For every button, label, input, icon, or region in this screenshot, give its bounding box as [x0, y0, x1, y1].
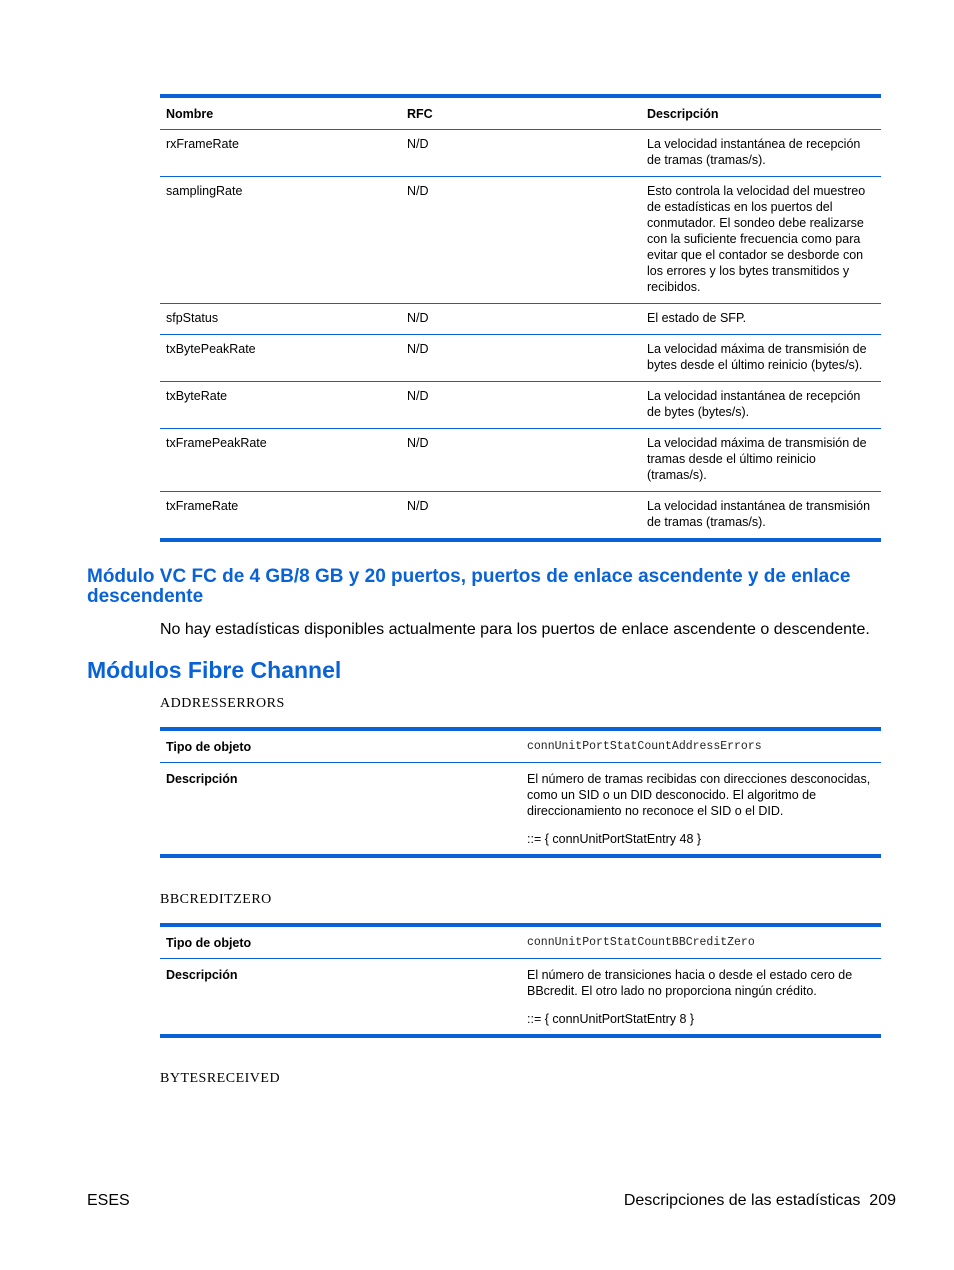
cell-description: El estado de SFP. [641, 304, 881, 335]
cell-rfc: N/D [407, 499, 429, 513]
cell-rfc: N/D [401, 335, 641, 382]
cell-name: txFramePeakRate [160, 429, 401, 492]
footer-section-title: Descripciones de las estadísticas [623, 1192, 861, 1209]
description-text: El número de transiciones hacia o desde el estado cero de BBcredit. El otro lado no proporciona ningún crédito. [527, 968, 853, 998]
cell-name: samplingRate [160, 177, 401, 304]
cell-rfc: N/D [401, 130, 641, 177]
object-name-bytesreceived: BYTESRECEIVED [160, 1071, 281, 1086]
column-header-name: Nombre [160, 96, 401, 130]
object-name-bbcreditzero: BBCREDITZERO [160, 892, 272, 907]
cell-name: txBytePeakRate [160, 335, 401, 382]
cell-description: La velocidad instantánea de recepción de tramas (tramas/s). [641, 130, 881, 177]
description-label: Descripción [166, 968, 238, 982]
cell-name: txFrameRate [166, 499, 239, 513]
object-name-addresserrors: ADDRESSERRORS [160, 696, 285, 711]
section-heading-vc-fc-module: Módulo VC FC de 4 GB/8 GB y 20 puertos, puertos de enlace ascendente y de enlace descendente [87, 566, 851, 607]
cell-name: rxFrameRate [160, 130, 401, 177]
table-row [160, 925, 881, 959]
cell-rfc: N/D [401, 429, 641, 492]
object-type-value: connUnitPortStatCountBBCreditZero [521, 925, 881, 959]
column-header-rfc: RFC [401, 96, 641, 130]
section-heading-fibre-channel: Módulos Fibre Channel [87, 657, 342, 683]
table-row [160, 177, 881, 304]
description-cell [521, 763, 881, 857]
cell-rfc: N/D [401, 177, 641, 304]
footer-right [624, 1191, 896, 1211]
cell-name: sfpStatus [160, 304, 401, 335]
cell-description: La velocidad instantánea de transmisión de tramas (tramas/s). [647, 499, 871, 529]
object-table-bbcreditzero [160, 923, 881, 1038]
table-row [160, 130, 881, 177]
object-type-label: Tipo de objeto [160, 729, 521, 763]
table-header-row [160, 96, 881, 130]
footer-locale: ESES [87, 1192, 130, 1209]
table-row [160, 429, 881, 492]
object-type-value: connUnitPortStatCountAddressErrors [521, 729, 881, 763]
description-text: El número de tramas recibidas con direcciones desconocidas, como un SID o un DID desconocido. El algoritmo de direccionamiento no reconoce el SID o el DID. [527, 772, 871, 818]
column-header-description: Descripción [641, 96, 881, 130]
table-row [160, 763, 881, 857]
description-cell [521, 959, 881, 1037]
cell-description: Esto controla la velocidad del muestreo de estadísticas en los puertos del conmutador. El sondeo debe realizarse con la suficiente frecuencia como para evitar que el contador se desborde con los errores y los bytes transmitidos y recibidos. [641, 177, 881, 304]
object-table-addresserrors [160, 727, 881, 858]
table-row [160, 382, 881, 429]
page-number: 209 [869, 1192, 896, 1209]
cell-rfc: N/D [401, 304, 641, 335]
cell-name: txByteRate [160, 382, 401, 429]
table-row [160, 304, 881, 335]
cell-description: La velocidad instantánea de recepción de bytes (bytes/s). [641, 382, 881, 429]
table-row [160, 335, 881, 382]
description-entry: ::= { connUnitPortStatEntry 8 } [527, 1012, 695, 1026]
description-entry: ::= { connUnitPortStatEntry 48 } [527, 832, 702, 846]
cell-description: La velocidad máxima de transmisión de bytes desde el último reinicio (bytes/s). [641, 335, 881, 382]
cell-description: La velocidad máxima de transmisión de tramas desde el último reinicio (tramas/s). [641, 429, 881, 492]
table-row [160, 729, 881, 763]
statistics-table [160, 94, 881, 542]
cell-rfc: N/D [401, 382, 641, 429]
section-body-text: No hay estadísticas disponibles actualmente para los puertos de enlace ascendente o descendente. [160, 621, 870, 638]
table-row [160, 959, 881, 1037]
table-row [160, 492, 881, 541]
description-label: Descripción [166, 772, 238, 786]
object-type-label: Tipo de objeto [160, 925, 521, 959]
